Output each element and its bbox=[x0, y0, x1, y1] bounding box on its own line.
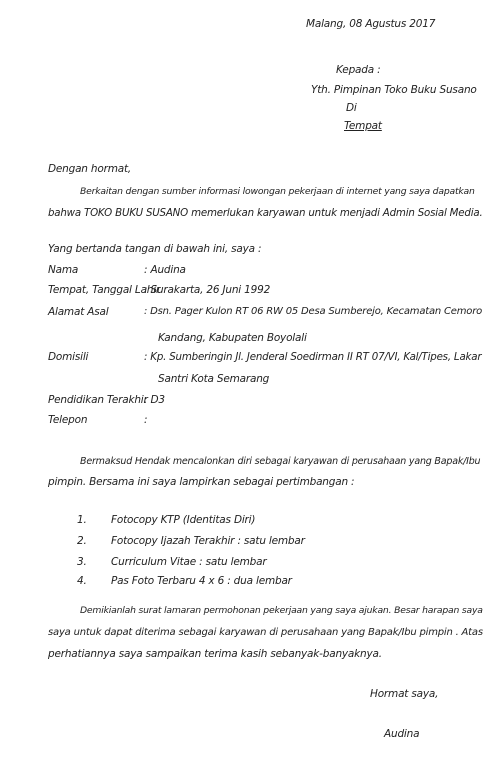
attachment-num: 4. bbox=[77, 575, 87, 587]
signer-name: Audina bbox=[384, 728, 420, 740]
field-value-telepon: : bbox=[144, 414, 148, 426]
field-value-ttl: : Surakarta, 26 Juni 1992 bbox=[144, 284, 271, 296]
closing-line-3: perhatiannya saya sampaikan terima kasih sebanyak-banyaknya. bbox=[48, 648, 382, 660]
closing-line-2: saya untuk dapat diterima sebagai karyawan di perusahaan yang Bapak/Ibu pimpin . Atas bbox=[48, 627, 483, 638]
closing-line-1: Demikianlah surat lamaran permohonan pekerjaan yang saya ajukan. Besar harapan saya bbox=[80, 605, 483, 616]
attachment-item: Fotocopy KTP (Identitas Diri) bbox=[111, 514, 256, 526]
field-label-domisili: Domisili bbox=[48, 351, 89, 363]
field-value-alamat: : Dsn. Pager Kulon RT 06 RW 05 Desa Sumberejo, Kecamatan Cemoro bbox=[144, 306, 483, 317]
attachment-num: 1. bbox=[77, 514, 87, 526]
field-value-nama: : Audina bbox=[144, 264, 186, 276]
field-label-telepon: Telepon bbox=[48, 414, 88, 426]
field-value-alamat-cont: Kandang, Kabupaten Boyolali bbox=[158, 332, 307, 344]
purpose-line-2: pimpin. Bersama ini saya lampirkan sebagai pertimbangan : bbox=[48, 476, 355, 488]
purpose-line-1: Bermaksud Hendak mencalonkan diri sebagai karyawan di perusahaan yang Bapak/Ibu bbox=[80, 456, 481, 467]
intro-line-2: bahwa TOKO BUKU SUSANO memerlukan karyawan untuk menjadi Admin Sosial Media. bbox=[48, 207, 483, 219]
attachment-item: Curriculum Vitae : satu lembar bbox=[111, 556, 267, 568]
recipient-name: Yth. Pimpinan Toko Buku Susano bbox=[311, 84, 477, 96]
field-label-pendidikan: Pendidikan Terakhir bbox=[48, 394, 148, 406]
signer-intro: Yang bertanda tangan di bawah ini, saya : bbox=[48, 243, 262, 255]
recipient-at: Di bbox=[346, 102, 357, 114]
recipient-to: Kepada : bbox=[336, 64, 381, 76]
attachment-item: Fotocopy Ijazah Terakhir : satu lembar bbox=[111, 535, 305, 547]
attachment-num: 3. bbox=[77, 556, 87, 568]
intro-line-1: Berkaitan dengan sumber informasi lowongan pekerjaan di internet yang saya dapatkan bbox=[80, 186, 475, 197]
attachment-item: Pas Foto Terbaru 4 x 6 : dua lembar bbox=[111, 575, 292, 587]
regards: Hormat saya, bbox=[370, 688, 439, 700]
place-date: Malang, 08 Agustus 2017 bbox=[306, 18, 436, 30]
recipient-place: Tempat bbox=[344, 120, 382, 132]
field-value-domisili-cont: Santri Kota Semarang bbox=[158, 373, 270, 385]
field-value-pendidikan: : D3 bbox=[144, 394, 165, 406]
field-label-alamat: Alamat Asal bbox=[48, 306, 109, 318]
field-label-nama: Nama bbox=[48, 264, 79, 276]
field-label-ttl: Tempat, Tanggal Lahir bbox=[48, 284, 161, 296]
greeting: Dengan hormat, bbox=[48, 163, 132, 175]
attachment-num: 2. bbox=[77, 535, 87, 547]
field-value-domisili: : Kp. Sumberingin Jl. Jenderal Soedirman II RT 07/VI, Kal/Tipes, Lakar bbox=[144, 351, 482, 363]
